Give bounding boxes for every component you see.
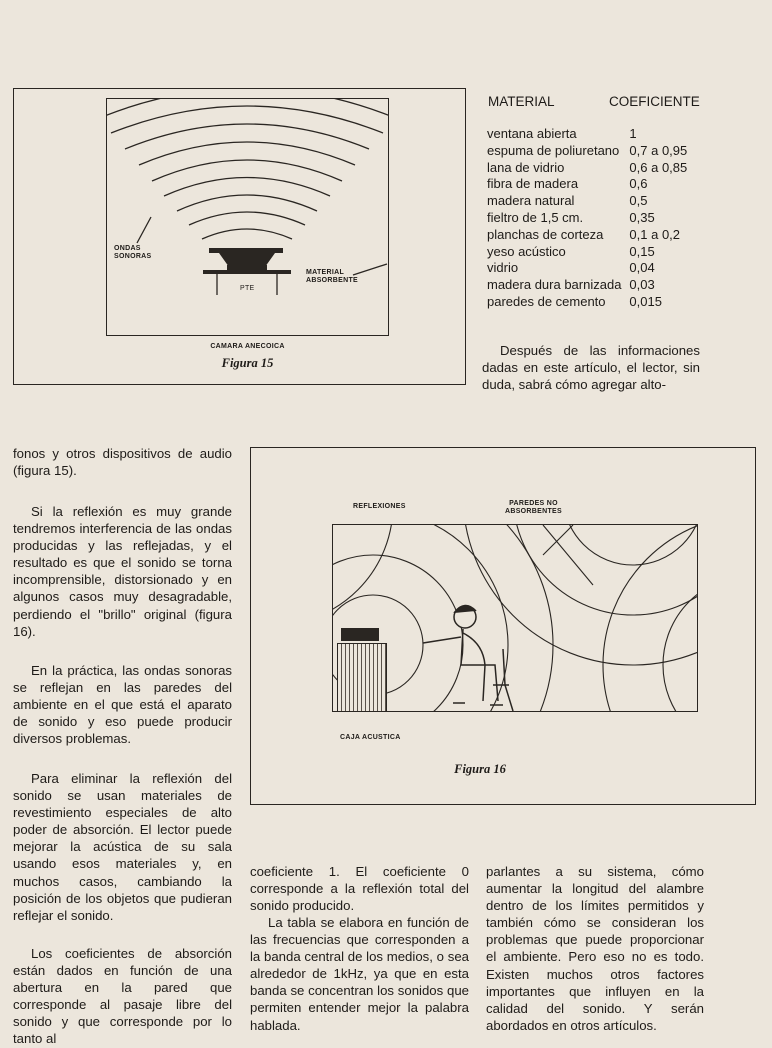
material-header: MATERIAL: [488, 94, 555, 109]
table-row: [487, 210, 687, 227]
speaker-icon: [203, 248, 291, 274]
material-coefficient: 0,1 a 0,2: [629, 226, 681, 242]
middle-paragraph-1: coeficiente 1. El coeficiente 0 corresponde a la reflexión total del sonido producido.: [250, 864, 469, 914]
material-coefficient: 0,6: [629, 176, 648, 192]
table-row: [487, 176, 687, 193]
left-paragraph-2: Si la reflexión es muy grande tendremos interferencia de las ondas producidas y las reflejadas, y el resultado es que el sonido se torna incomprensible, distorsionado y en algunos casos muy desagradable, perdiendo el "brillo" original (figura 16).: [13, 504, 232, 639]
label-reflections: REFLEXIONES: [353, 503, 406, 510]
material-name: ventana abierta: [487, 126, 577, 141]
table-row: [487, 244, 687, 261]
material-name: fibra de madera: [487, 176, 579, 192]
left-paragraph-5: Los coeficientes de absorción están dados en función de una abertura en la pared que corresponde al pasaje libre del sonido y que corresponde por lo tanto al: [13, 946, 232, 1047]
amplifier-icon: [341, 628, 379, 641]
table-row: [487, 126, 687, 143]
material-coefficient: 0,35: [629, 209, 655, 225]
material-coefficient: 1: [629, 126, 637, 141]
figure-15-caption: Figura 15: [221, 356, 274, 370]
person-listening-icon: [423, 605, 513, 711]
material-coefficient: 0,015: [629, 293, 662, 309]
absorption-table: [487, 126, 687, 311]
material-name: lana de vidrio: [487, 159, 565, 175]
label-waves: ONDAS SONORAS: [114, 245, 152, 260]
speaker-box-icon: [337, 643, 387, 712]
diagram-title-camara-anecoica: CAMARA ANECOICA: [210, 343, 285, 350]
table-row: [487, 193, 687, 210]
label-speaker: PTE: [240, 285, 255, 292]
figure-16-caption: Figura 16: [454, 762, 506, 776]
material-coefficient: 0,03: [629, 277, 655, 293]
material-name: paredes de cemento: [487, 293, 606, 309]
table-row: [487, 260, 687, 277]
room-diagram: [332, 524, 698, 712]
label-absorbent-material: MATERIAL ABSORBENTE: [306, 269, 359, 284]
label-non-absorbent-walls: PAREDES NO ABSORBENTES: [505, 500, 562, 515]
table-row: [487, 227, 687, 244]
left-paragraph-4: Para eliminar la reflexión del sonido se usan materiales de revestimiento especiales de alto poder de absorción. El lector puede mejorar la acústica de su sala usando esos materiales y, en muchos casos, cambiando la posición de los objetos que pudieran reflejar el sonido.: [13, 771, 232, 923]
material-name: vidrio: [487, 260, 519, 276]
material-coefficient: 0,7 a 0,95: [629, 142, 688, 158]
left-paragraph-1: fonos y otros dispositivos de audio (figura 15).: [13, 446, 232, 479]
material-coefficient: 0,6 a 0,85: [629, 159, 688, 175]
material-name: madera natural: [487, 193, 575, 209]
material-coefficient: 0,04: [629, 260, 655, 276]
material-name: yeso acústico: [487, 243, 566, 259]
left-paragraph-3: En la práctica, las ondas sonoras se reflejan en las paredes del ambiente en el que está el aparato de sonido y eso puede producir diversos problemas.: [13, 663, 232, 747]
anechoic-chamber-diagram: [106, 98, 389, 336]
material-coefficient: 0,15: [629, 243, 655, 259]
right-top-paragraph: Después de las informaciones dadas en este artículo, el lector, sin duda, sabrá cómo agregar alto-: [482, 343, 700, 393]
table-row: [487, 294, 687, 311]
sound-waves-drawing: [107, 99, 388, 335]
right-paragraph: parlantes a su sistema, cómo aumentar la longitud del alambre dentro de los límites permitidos y también cómo se consideran los problemas que puede proporcionar el ambiente. Pero eso no es todo. Existen muchos otros factores importantes que influyen en la calidad del sonido. Y serán abordados en otros artículos.: [486, 864, 704, 1033]
reflection-waves-drawing: [333, 525, 697, 711]
table-row: [487, 143, 687, 160]
middle-paragraph-2: La tabla se elabora en función de las frecuencias que corresponden a la banda central de los medios, o sea alrededor de 1kHz, ya que en esta banda se concentran los sonidos que permiten entender mejor la palabra hablada.: [250, 915, 469, 1033]
label-acoustic-box: CAJA ACUSTICA: [340, 734, 401, 741]
material-coefficient: 0,5: [629, 193, 648, 209]
material-name: fieltro de 1,5 cm.: [487, 209, 584, 225]
table-row: [487, 277, 687, 294]
table-row: [487, 160, 687, 177]
material-name: madera dura barnizada: [487, 277, 622, 293]
coefficient-header: COEFICIENTE: [609, 94, 700, 109]
material-name: espuma de poliuretano: [487, 142, 620, 158]
material-name: planchas de corteza: [487, 226, 604, 242]
